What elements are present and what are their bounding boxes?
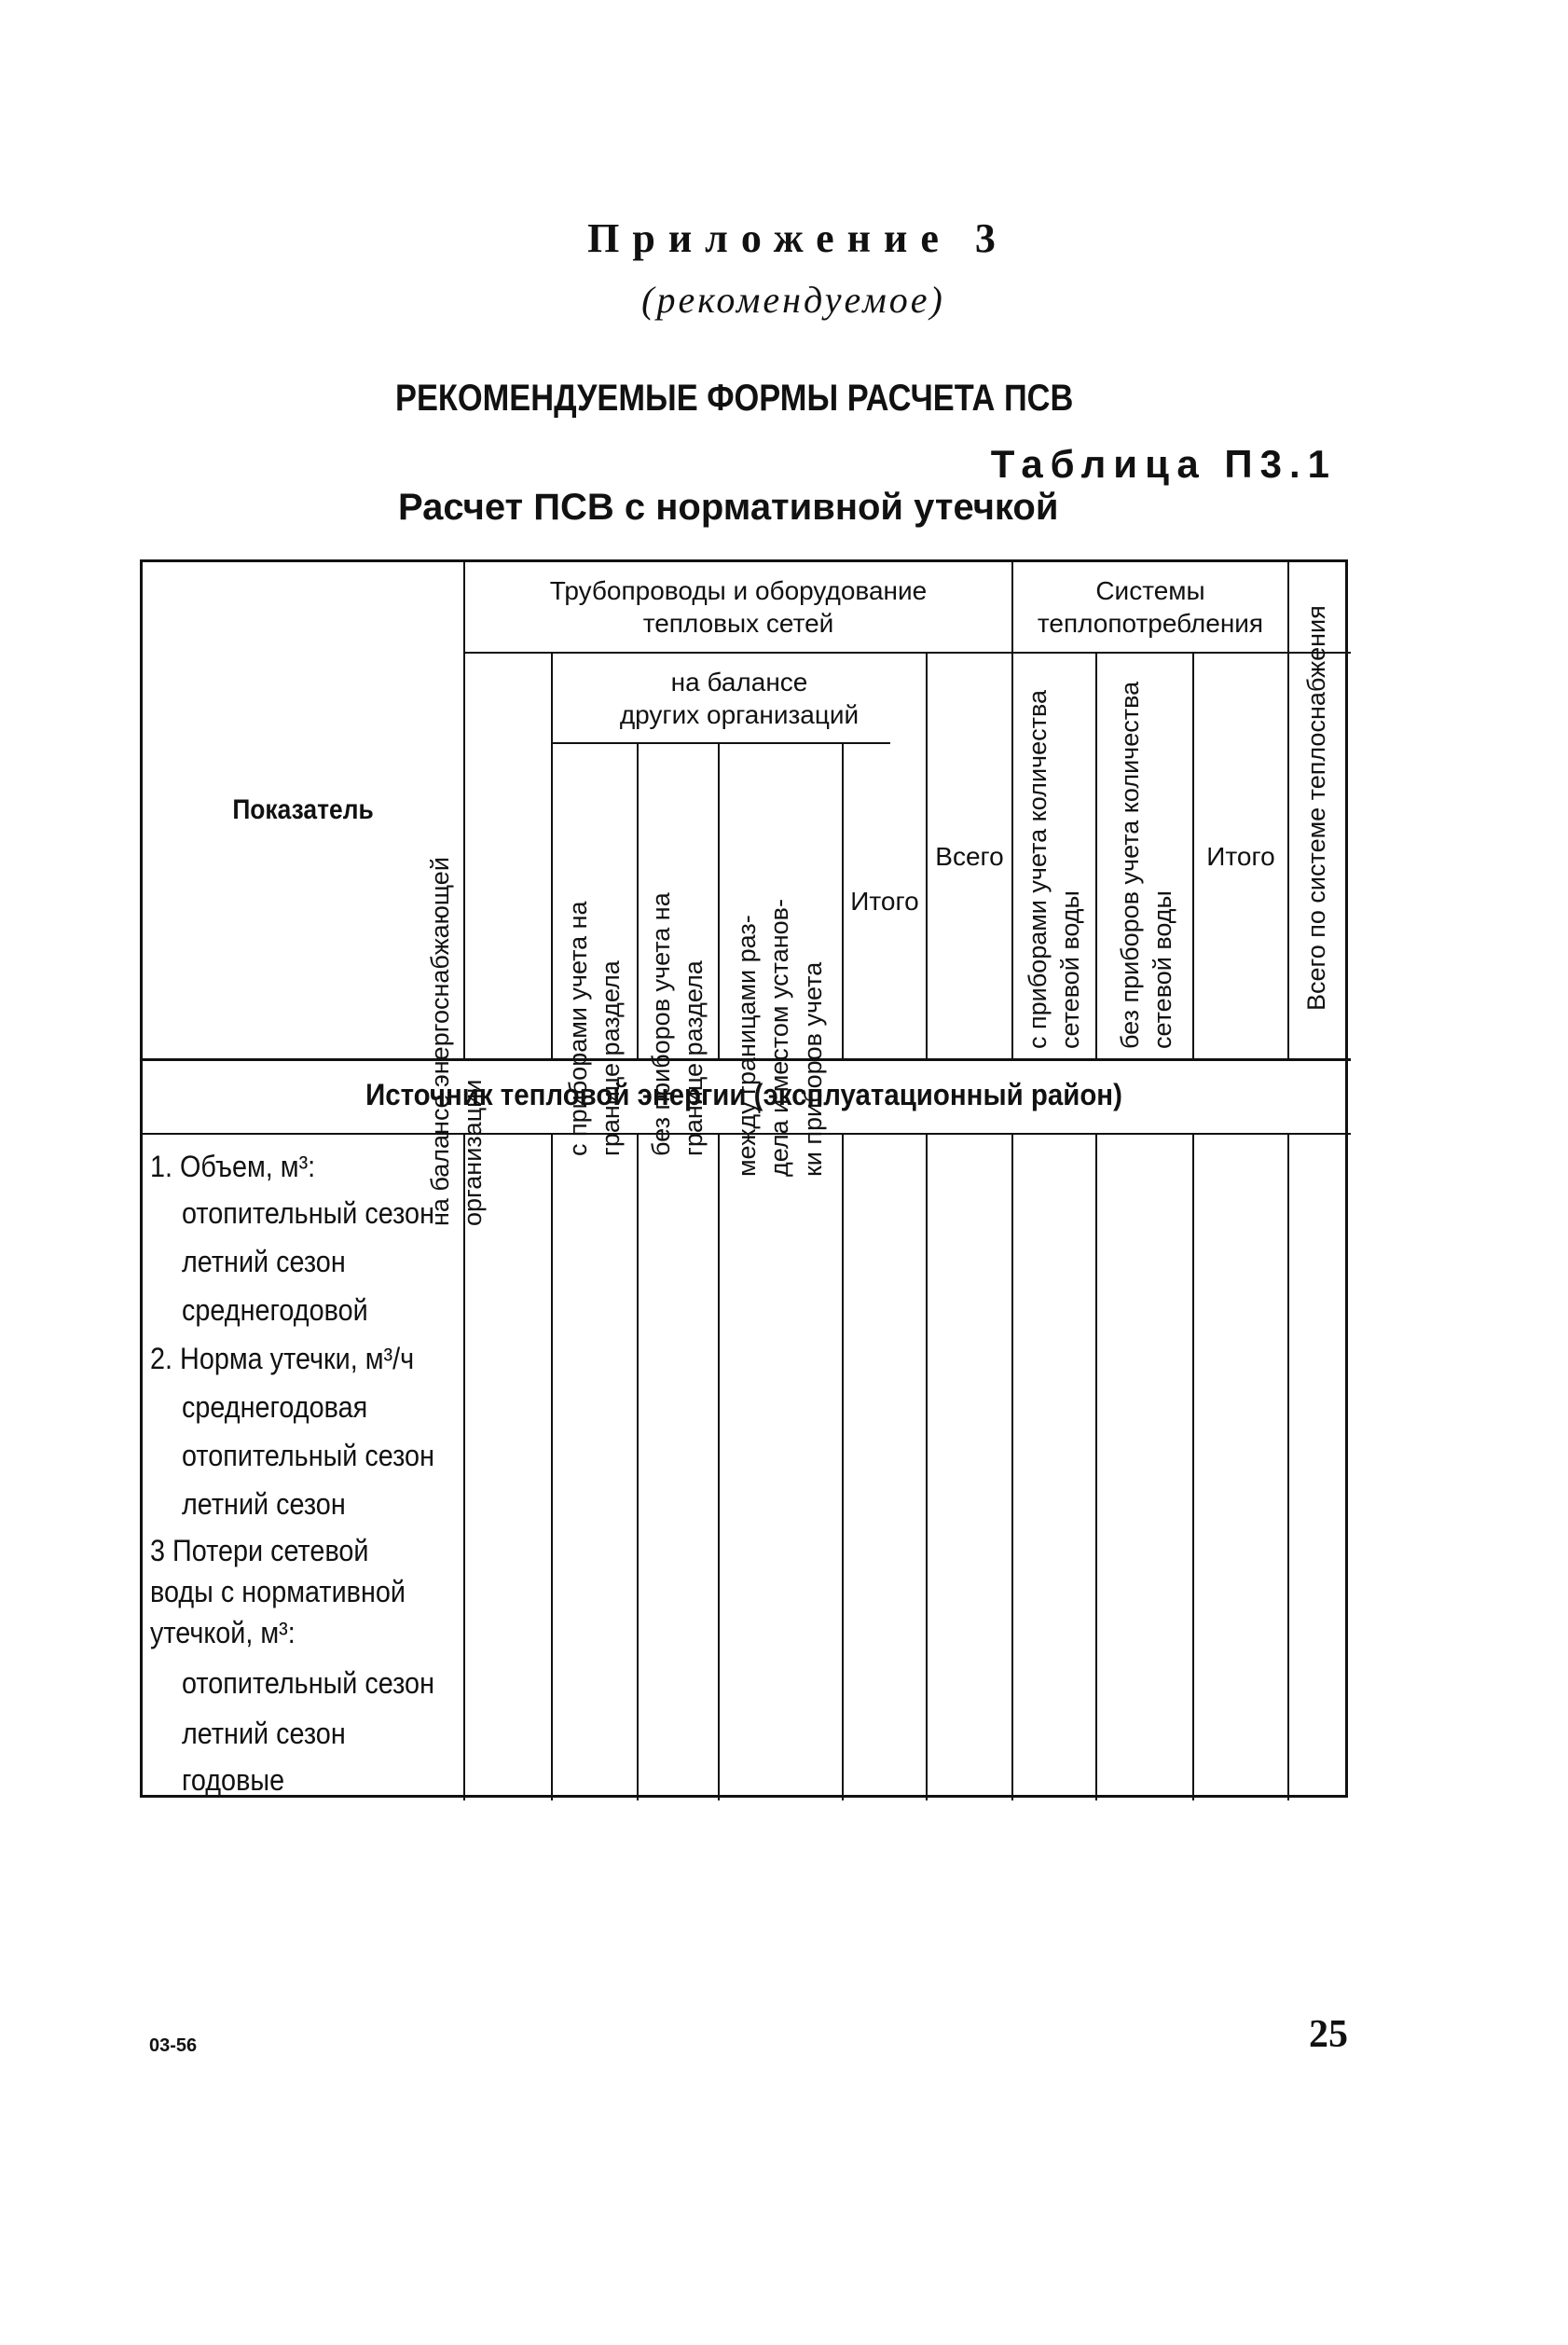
page-number: 25: [1309, 2013, 1348, 2056]
header-total-system: Всего по системе теплоснабжения: [1302, 605, 1331, 1011]
row-label: 3 Потери сетевой: [150, 1534, 369, 1567]
calculation-table: [140, 559, 1348, 1798]
row-label: 2. Норма утечки, м³/ч: [150, 1342, 415, 1375]
appendix-subtitle: (рекомендуемое): [641, 279, 945, 321]
header-group-systems: Системы теплопотребления: [1037, 576, 1264, 638]
row-label: летний сезон: [182, 1245, 346, 1278]
header-total: Всего: [935, 841, 1004, 871]
row-label: среднегодовая: [182, 1390, 368, 1424]
header-subtotal-1: Итого: [850, 887, 919, 916]
row-label: годовые: [182, 1763, 285, 1797]
appendix-title: Приложение 3: [587, 215, 1009, 261]
header-between-boundary: между границами раз- дела и местом установ- ки приборов учета: [733, 899, 827, 1177]
row-label: летний сезон: [182, 1487, 346, 1521]
document-code: 03-56: [149, 2035, 198, 2056]
row-label: отопительный сезон: [182, 1666, 434, 1700]
row-label: отопительный сезон: [182, 1439, 434, 1472]
header-subgroup-other-orgs: на балансе других организаций: [619, 667, 860, 729]
header-group-pipelines: Трубопроводы и оборудование тепловых сетей: [549, 576, 928, 638]
row-label: отопительный сезон: [182, 1196, 434, 1230]
row-label: утечкой, м³:: [150, 1616, 296, 1649]
table-number: Таблица П3.1: [990, 442, 1337, 486]
row-label: летний сезон: [182, 1717, 346, 1750]
row-label: 1. Объем, м³:: [150, 1150, 316, 1183]
header-without-meters-water: без приборов учета количества сетевой воды: [1115, 681, 1176, 1049]
header-subtotal-2: Итого: [1206, 841, 1275, 871]
header-indicator: Показатель: [232, 794, 374, 826]
row-label: среднегодовой: [182, 1293, 368, 1327]
row-label: воды с нормативной: [150, 1575, 406, 1608]
table-caption: Расчет ПСВ с нормативной утечкой: [398, 487, 1059, 528]
header-balance-supplier: на балансе энергоснабжающей организации: [425, 857, 487, 1226]
header-with-meters-water: с приборами учета количества сетевой воды: [1023, 689, 1084, 1049]
header-with-meters-boundary: с приборами учета на границе раздела: [563, 901, 625, 1156]
section-heading: РЕКОМЕНДУЕМЫЕ ФОРМЫ РАСЧЕТА ПСВ: [395, 378, 1074, 419]
section-row-title: Источник тепловой энергии (эксплуатационный район): [365, 1078, 1122, 1111]
header-without-meters-boundary: без приборов учета на границе раздела: [646, 892, 708, 1156]
